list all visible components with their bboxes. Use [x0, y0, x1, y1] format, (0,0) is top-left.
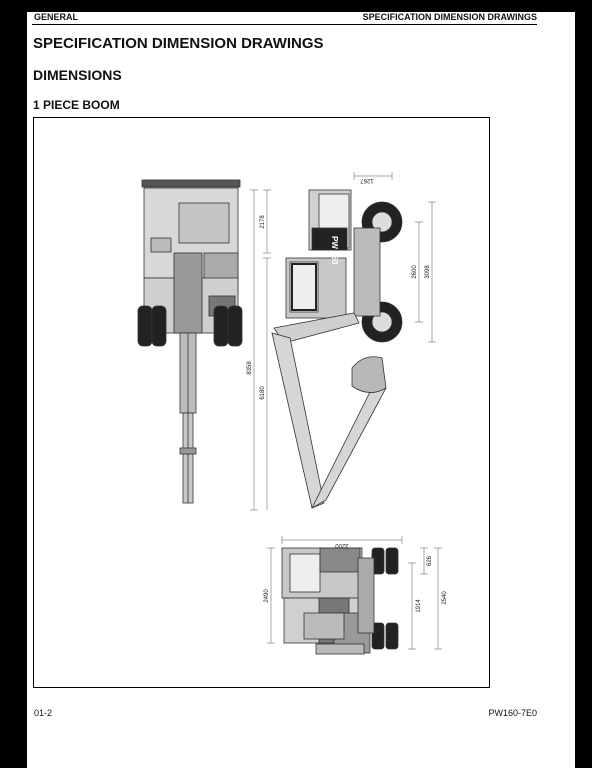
header-section: GENERAL — [34, 12, 79, 22]
dimension-drawing — [34, 118, 489, 687]
top-view — [138, 180, 242, 503]
dim-2540: 2540 — [442, 591, 448, 605]
dim-3200: 3200 — [335, 542, 349, 548]
dim-1267: 1267 — [360, 177, 374, 183]
dim-2178: 2178 — [260, 215, 266, 229]
dim-3098: 3098 — [425, 265, 431, 279]
page-number: 01-2 — [34, 708, 53, 718]
cab-label: PW 160 — [330, 236, 339, 265]
model-number: PW160-7E0 — [488, 708, 537, 718]
header-rule — [32, 24, 537, 25]
dim-1914: 1914 — [416, 599, 422, 613]
dim-8358: 8358 — [247, 361, 253, 375]
dim-2600: 2600 — [412, 265, 418, 279]
dim-2490: 2490 — [264, 589, 270, 603]
cab-label-group — [330, 236, 339, 265]
front-view — [282, 548, 398, 654]
dim-6180: 6180 — [260, 386, 266, 400]
dim-626: 626 — [427, 555, 433, 567]
header-title: SPECIFICATION DIMENSION DRAWINGS — [362, 12, 537, 22]
section-heading: DIMENSIONS — [33, 67, 122, 83]
subsection-heading: 1 PIECE BOOM — [33, 98, 120, 112]
dimension-drawing-frame — [33, 117, 490, 688]
page-heading: SPECIFICATION DIMENSION DRAWINGS — [33, 35, 324, 52]
